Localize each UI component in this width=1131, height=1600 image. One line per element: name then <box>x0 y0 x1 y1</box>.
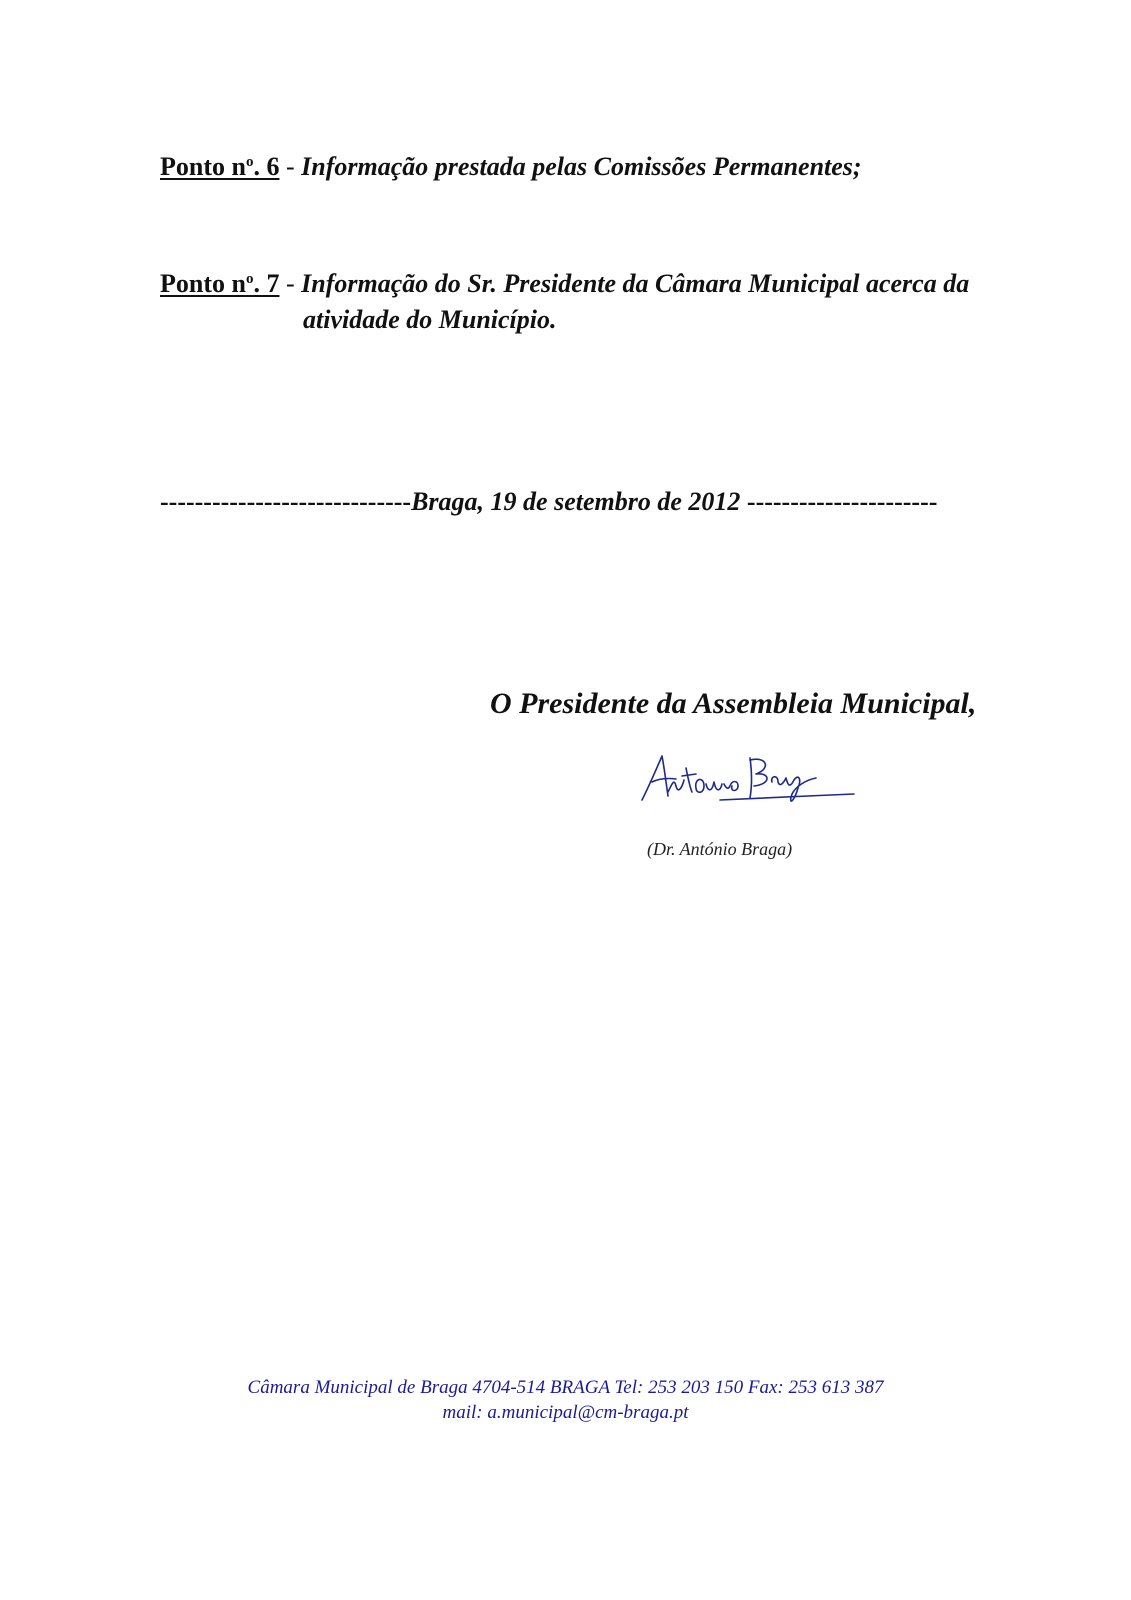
signatory-name: (Dr. António Braga) <box>647 839 793 859</box>
agenda-item-6 <box>160 144 1000 185</box>
agenda-item-text: Informação do Sr. Presidente da Câmara Municipal acerca da <box>301 269 970 298</box>
footer-email: mail: a.municipal@cm-braga.pt <box>442 1402 689 1423</box>
agenda-item-separator: - <box>279 152 302 181</box>
footer-address: Câmara Municipal de Braga 4704-514 BRAGA Tel: 253 203 150 Fax: 253 613 387 <box>247 1377 884 1398</box>
date-line <box>160 484 960 520</box>
agenda-item-label: Ponto $n^o$. 6 <box>160 152 280 181</box>
agenda-item-separator: - <box>279 269 302 298</box>
handwritten-signature <box>638 748 858 810</box>
date-line-dashes-left: ----------------------------- <box>160 487 412 516</box>
date-text: Braga, 19 de setembro de 2012 <box>411 487 741 516</box>
agenda-item-text-continuation: atividade do Município. <box>303 305 557 334</box>
footer <box>0 1375 1131 1425</box>
signatory-title: O Presidente da Assembleia Municipal, <box>490 687 977 720</box>
agenda-item-label: Ponto $n^o$. 7 <box>160 269 280 298</box>
agenda-item-7 <box>160 261 1000 338</box>
date-line-dashes-right: ---------------------- <box>740 487 938 516</box>
agenda-item-text: Informação prestada pelas Comissões Permanentes; <box>301 152 862 181</box>
